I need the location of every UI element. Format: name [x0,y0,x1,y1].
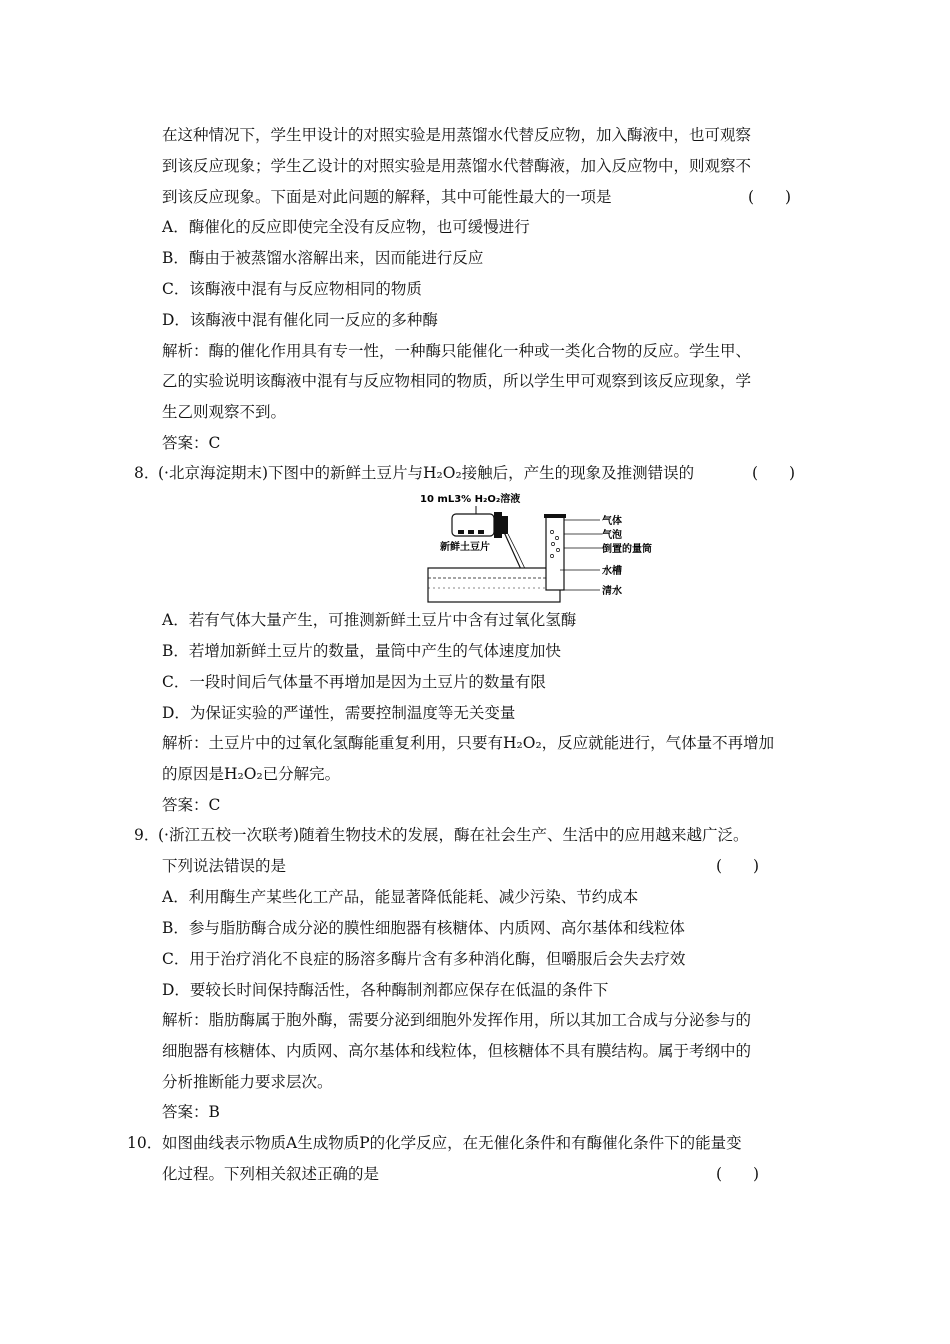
q7-analysis-line-2: 乙的实验说明该酶液中混有与反应物相同的物质，所以学生甲可观察到该反应现象，学 [162,372,752,390]
q7-stem-line-2: 到该反应现象；学生乙设计的对照实验是用蒸馏水代替酶液，加入反应物中，则观察不 [162,157,752,175]
q8-number: 8． [134,464,160,482]
q8-option-c: C．一段时间后气体量不再增加是因为土豆片的数量有限 [162,673,546,691]
q9-answer: 答案：B [162,1103,220,1121]
figure-top-label: 10 mL3% H₂O₂溶液 [420,494,521,505]
q8-option-a: A．若有气体大量产生，可推测新鲜土豆片中含有过氧化氢酶 [162,611,577,629]
inverted-cylinder [546,516,564,590]
q9-analysis-line-2: 细胞器有核糖体、内质网、高尔基体和线粒体，但核糖体不具有膜结构。属于考纲中的 [162,1042,752,1060]
label-gas: 气体 [602,516,622,527]
q10-number: 10． [127,1134,163,1152]
q7-option-a: A．酶催化的反应即使完全没有反应物，也可缓慢进行 [162,218,530,236]
label-water: 清水 [602,586,622,597]
potato-slice [458,530,464,534]
q8-analysis-line-1: 解析：土豆片中的过氧化氢酶能重复利用，只要有H₂O₂，反应就能进行，气体量不再增加 [162,734,775,752]
q9-option-b: B．参与脂肪酶合成分泌的膜性细胞器有核糖体、内质网、高尔基体和线粒体 [162,919,685,937]
label-cylinder: 倒置的量筒 [602,544,652,555]
label-trough: 水槽 [602,566,622,577]
q8-stem: (·北京海淀期末)下图中的新鲜土豆片与H₂O₂接触后，产生的现象及推测错误的 [158,464,695,482]
q9-analysis-line-3: 分析推断能力要求层次。 [162,1073,333,1091]
q7-answer: 答案：C [162,434,221,452]
q7-analysis-line-1: 解析：酶的催化作用具有专一性，一种酶只能催化一种或一类化合物的反应。学生甲、 [162,342,752,360]
q10-stem-line-2: 化过程。下列相关叙述正确的是 [162,1165,380,1183]
q8-answer: 答案：C [162,796,221,814]
q8-answer-paren: ( ) [752,464,796,482]
potato-slice [468,530,474,534]
q7-option-c: C．该酶液中混有与反应物相同的物质 [162,280,422,298]
q7-option-d: D．该酶液中混有催化同一反应的多种酶 [162,311,438,329]
q9-option-c: C．用于治疗消化不良症的肠溶多酶片含有多种消化酶，但嚼服后会失去疗效 [162,950,686,968]
q9-option-d: D．要较长时间保持酶活性，各种酶制剂都应保存在低温的条件下 [162,981,609,999]
q8-option-b: B．若增加新鲜土豆片的数量，量筒中产生的气体速度加快 [162,642,561,660]
q7-option-b: B．酶由于被蒸馏水溶解出来，因而能进行反应 [162,249,484,267]
q9-number: 9． [134,826,160,844]
apparatus-figure [418,492,652,612]
q7-stem-line-1: 在这种情况下，学生甲设计的对照实验是用蒸馏水代替反应物，加入酶液中，也可观察 [162,126,752,144]
q7-analysis-line-3: 生乙则观察不到。 [162,403,287,421]
cylinder-base [544,514,566,518]
potato-slice [478,530,484,534]
flask-stopper [494,512,502,538]
q7-answer-paren: ( ) [748,188,792,206]
stopper-cap [502,516,508,534]
figure-left-label: 新鲜土豆片 [440,542,490,553]
q8-analysis-line-2: 的原因是H₂O₂已分解完。 [162,765,341,783]
water-trough [428,568,560,602]
q9-option-a: A．利用酶生产某些化工产品，能显著降低能耗、减少污染、节约成本 [162,888,639,906]
q9-answer-paren: ( ) [716,857,760,875]
q10-stem-line-1: 如图曲线表示物质A生成物质P的化学反应，在无催化条件和有酶催化条件下的能量变 [162,1134,742,1152]
q7-stem-line-3: 到该反应现象。下面是对此问题的解释，其中可能性最大的一项是 [162,188,612,206]
q9-analysis-line-1: 解析：脂肪酶属于胞外酶，需要分泌到细胞外发挥作用，所以其加工合成与分泌参与的 [162,1011,752,1029]
q10-answer-paren: ( ) [716,1165,760,1183]
q9-stem-line-2: 下列说法错误的是 [162,857,287,875]
q8-option-d: D．为保证实验的严谨性，需要控制温度等无关变量 [162,704,516,722]
label-bubble: 气泡 [602,530,622,541]
q9-stem-line-1: (·浙江五校一次联考)随着生物技术的发展，酶在社会生产、生活中的应用越来越广泛。 [158,826,749,844]
